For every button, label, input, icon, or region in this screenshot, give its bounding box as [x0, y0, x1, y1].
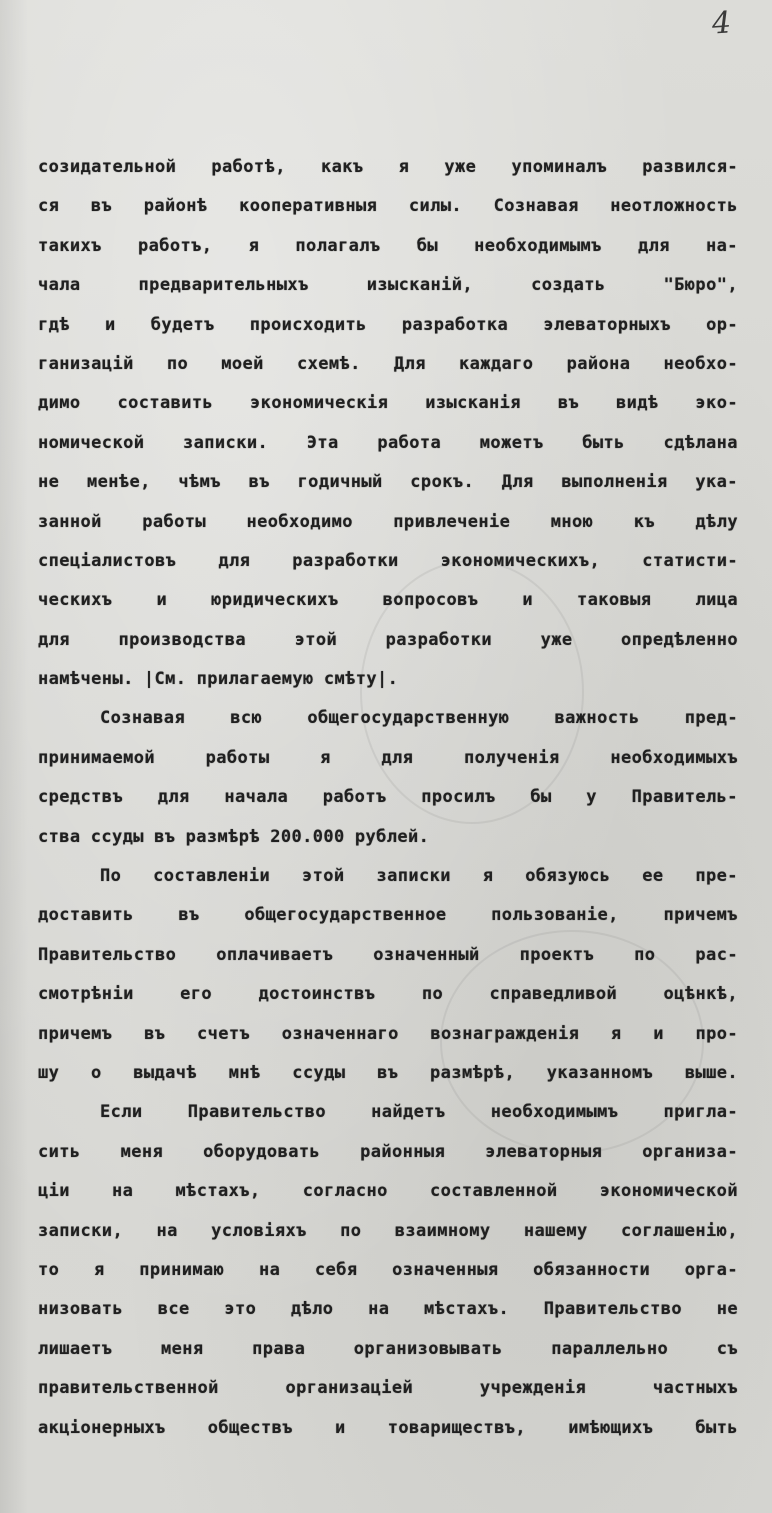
word: и — [522, 590, 534, 611]
word: выдачѣ — [133, 1062, 198, 1083]
word: разработки — [385, 629, 493, 650]
word: на — [156, 1220, 178, 1241]
word: сдѣлана — [663, 432, 738, 453]
word: быть — [695, 1417, 738, 1438]
word: не — [716, 1299, 738, 1320]
word: элеваторныя — [485, 1141, 603, 1162]
text-line — [38, 1212, 738, 1251]
word: для — [381, 747, 414, 768]
word: созидательной — [38, 157, 177, 177]
text-line — [38, 778, 738, 817]
word: необходимымъ — [490, 1102, 619, 1123]
word: учрежденія — [479, 1378, 587, 1399]
word: по — [421, 984, 444, 1005]
word: занной — [38, 511, 102, 532]
word: про- — [695, 1023, 738, 1044]
word: мѣстахъ, — [175, 1181, 261, 1202]
text-line — [38, 936, 738, 975]
word: по — [166, 353, 189, 374]
word: меня — [120, 1141, 164, 1162]
word: средствъ — [38, 787, 124, 808]
word: производства — [118, 629, 247, 650]
text-line — [38, 1172, 738, 1211]
word: оплачиваетъ — [216, 944, 334, 965]
word: ства — [38, 826, 81, 847]
word: смотрѣніи — [38, 984, 134, 1005]
word: будетъ — [150, 314, 215, 335]
word: я — [320, 747, 331, 768]
word: достоинствъ — [258, 984, 376, 1005]
text-line — [38, 345, 738, 384]
word: соглашенію, — [620, 1220, 738, 1241]
word: проектъ — [519, 944, 595, 965]
word: ее — [642, 866, 664, 887]
word: необхо- — [663, 353, 738, 374]
word: |См. — [143, 669, 187, 690]
word: обязанности — [533, 1259, 651, 1280]
word: размѣрѣ, — [430, 1062, 516, 1083]
word: и — [105, 314, 116, 335]
word: рас- — [695, 944, 738, 965]
word: на — [258, 1259, 281, 1280]
word: работы — [142, 511, 207, 532]
text-line — [38, 1133, 738, 1172]
word: силы. — [408, 196, 463, 217]
word: организа- — [642, 1141, 738, 1162]
text-line — [38, 463, 738, 502]
word: каждаго — [458, 353, 534, 374]
word: пре- — [695, 866, 738, 887]
word: доставить — [38, 905, 134, 926]
word: изысканій, — [366, 275, 474, 296]
word: работъ, — [137, 235, 213, 256]
text-line — [38, 1015, 738, 1054]
word: на — [368, 1299, 390, 1320]
word: выполненія — [561, 472, 668, 493]
word: разработка — [401, 314, 509, 335]
word: частныхъ — [652, 1378, 738, 1399]
word: нашему — [523, 1220, 588, 1241]
word: ор- — [706, 314, 738, 335]
word: пользованіе, — [491, 905, 619, 926]
word: Если — [100, 1102, 143, 1123]
text-line — [38, 1330, 738, 1369]
word: пригла- — [663, 1102, 738, 1123]
word: условіяхъ — [211, 1220, 307, 1241]
word: лица — [695, 590, 738, 611]
word: общегосударственную — [307, 708, 510, 729]
word: обществъ — [207, 1417, 293, 1438]
word: просилъ — [421, 787, 496, 808]
word: ссуды — [90, 826, 144, 847]
word: счетъ — [196, 1023, 251, 1044]
word: означеннаго — [281, 1023, 399, 1044]
word: себя — [314, 1259, 358, 1280]
word: намѣчены. — [38, 669, 134, 690]
text-line — [38, 1409, 738, 1448]
word: общегосударственное — [244, 905, 447, 926]
word: въ — [90, 196, 113, 217]
word: означенный — [373, 944, 480, 965]
word: элеваторныхъ — [543, 314, 671, 335]
word: срокъ. — [410, 472, 475, 493]
word: по — [340, 1220, 362, 1241]
word: все — [157, 1299, 190, 1320]
word: работѣ, — [211, 157, 286, 177]
word: смѣту|. — [323, 669, 399, 690]
word: экономической — [599, 1181, 738, 1202]
word: въ — [144, 1023, 166, 1044]
text-line — [38, 699, 738, 738]
word: какъ — [320, 157, 364, 177]
word: чала — [38, 275, 81, 296]
word: сить — [38, 1141, 81, 1162]
word: справедливой — [489, 984, 618, 1005]
word: у — [586, 787, 597, 808]
word: организовывать — [353, 1338, 503, 1359]
word: Правительство — [543, 1299, 683, 1320]
word: найдетъ — [371, 1102, 446, 1123]
word: создать — [531, 275, 606, 296]
text-line — [38, 187, 738, 226]
word: экономическія — [250, 393, 389, 414]
word: не — [38, 472, 60, 493]
word: уже — [540, 629, 573, 650]
word: "Бюро", — [663, 275, 738, 296]
word: въ — [377, 1062, 399, 1083]
word: въ — [248, 472, 270, 493]
word: выше. — [684, 1062, 738, 1083]
word: Правительство — [187, 1102, 326, 1123]
typed-body-text — [38, 148, 738, 1448]
word: Для — [393, 353, 426, 374]
word: работъ — [322, 787, 387, 808]
word: прилагаемую — [196, 669, 314, 690]
word: бы — [530, 787, 552, 808]
word: развился- — [642, 157, 738, 177]
word: происходить — [249, 314, 367, 335]
word: годичный — [297, 472, 383, 493]
word: на- — [706, 235, 738, 256]
text-line — [38, 621, 738, 660]
word: рублей. — [354, 826, 430, 847]
word: права — [252, 1338, 306, 1359]
word: въ — [154, 826, 176, 847]
word: района — [566, 353, 631, 374]
word: товариществъ, — [387, 1417, 527, 1438]
word: имѣющихъ — [568, 1417, 654, 1438]
text-line — [38, 1093, 738, 1132]
text-line — [38, 266, 738, 305]
word: указанномъ — [546, 1062, 654, 1083]
word: по — [634, 944, 656, 965]
word: ганизацій — [38, 353, 134, 374]
word: принимаю — [139, 1259, 225, 1280]
word: я — [93, 1259, 105, 1280]
word: обязуюсь — [525, 866, 611, 887]
word: экономическихъ, — [440, 550, 601, 571]
word: правительственной — [38, 1378, 219, 1399]
word: означенныя — [392, 1259, 499, 1280]
word: этой — [302, 866, 345, 887]
word: ціи — [38, 1181, 70, 1202]
text-line — [38, 581, 738, 620]
text-line — [38, 424, 738, 463]
word: районныя — [360, 1141, 446, 1162]
text-line — [38, 1251, 738, 1290]
word: мѣстахъ. — [424, 1299, 510, 1320]
word: мнѣ — [228, 1062, 261, 1083]
word: гдѣ — [38, 314, 70, 335]
word: можетъ — [479, 432, 544, 453]
word: къ — [633, 511, 655, 532]
word: вознагражденія — [430, 1023, 580, 1044]
word: разработки — [292, 550, 399, 571]
word: меня — [160, 1338, 204, 1359]
word: привлеченіе — [393, 511, 511, 532]
word: размѣрѣ — [185, 826, 261, 847]
word: взаимному — [394, 1220, 491, 1241]
word: чѣмъ — [178, 472, 221, 493]
word: согласно — [302, 1181, 388, 1202]
word: ческихъ — [38, 590, 113, 611]
word: акціонерныхъ — [38, 1417, 166, 1438]
word: организаціей — [285, 1378, 414, 1399]
word: причемъ — [38, 1023, 113, 1044]
word: вопросовъ — [382, 590, 479, 611]
word: низовать — [38, 1299, 124, 1320]
word: работа — [377, 432, 442, 453]
word: такихъ — [38, 235, 102, 256]
word: полагалъ — [295, 235, 381, 256]
text-line — [38, 1369, 738, 1408]
text-line — [38, 896, 738, 935]
text-line — [38, 1290, 738, 1329]
word: лишаетъ — [38, 1338, 113, 1359]
word: оборудовать — [203, 1141, 321, 1162]
word: мною — [550, 511, 594, 532]
text-line — [38, 818, 738, 857]
word: пред- — [684, 708, 738, 729]
word: всю — [230, 708, 263, 729]
word: шу — [38, 1062, 60, 1083]
word: въ — [557, 393, 580, 414]
word: 200.000 — [270, 826, 345, 847]
word: я — [482, 866, 494, 887]
word: его — [180, 984, 213, 1005]
word: необходимо — [246, 511, 353, 532]
word: ссуды — [292, 1062, 346, 1083]
word: я — [248, 235, 260, 256]
word: на — [112, 1181, 134, 1202]
word: записки — [376, 866, 451, 887]
word: ука- — [695, 472, 738, 493]
text-line — [38, 148, 738, 187]
word: эко- — [695, 393, 738, 414]
word: необходимыхъ — [610, 747, 738, 768]
word: Для — [501, 472, 534, 493]
word: то — [38, 1259, 60, 1280]
word: спеціалистовъ — [38, 550, 177, 571]
word: видѣ — [615, 393, 659, 414]
word: записки, — [38, 1220, 124, 1241]
word: орга- — [684, 1259, 738, 1280]
word: для — [157, 787, 190, 808]
word: схемѣ. — [296, 353, 361, 374]
word: этой — [294, 629, 338, 650]
word: ся — [38, 196, 60, 217]
word: въ — [178, 905, 200, 926]
text-line — [38, 1054, 738, 1093]
word: уже — [444, 157, 477, 177]
word: начала — [224, 787, 289, 808]
word: юридическихъ — [211, 590, 339, 611]
word: составить — [117, 393, 214, 414]
text-line — [38, 227, 738, 266]
text-line — [38, 660, 738, 699]
word: предварительныхъ — [138, 275, 309, 296]
word: необходимымъ — [474, 235, 602, 256]
word: номической — [38, 432, 145, 453]
word: дѣло — [290, 1299, 334, 1320]
word: Сознавая — [100, 708, 186, 729]
word: изысканія — [425, 393, 521, 414]
word: оцѣнкѣ, — [663, 984, 738, 1005]
word: моей — [221, 353, 264, 374]
word: съ — [716, 1338, 738, 1359]
word: Правитель- — [631, 787, 738, 808]
word: По — [100, 866, 122, 887]
word: менѣе, — [86, 472, 151, 493]
text-line — [38, 542, 738, 581]
word: причемъ — [663, 905, 738, 926]
word: это — [224, 1299, 257, 1320]
word: Эта — [306, 432, 339, 453]
word: быть — [582, 432, 625, 453]
word: полученія — [463, 747, 560, 768]
word: Правительство — [38, 944, 177, 965]
word: опредѣленно — [621, 629, 738, 650]
word: димо — [38, 393, 81, 414]
word: важность — [554, 708, 640, 729]
word: кооперативныя — [239, 196, 378, 217]
word: и — [156, 590, 168, 611]
word: дѣлу — [695, 511, 738, 532]
text-line — [38, 857, 738, 896]
text-line — [38, 739, 738, 778]
word: неотложность — [610, 196, 738, 217]
word: для — [38, 629, 70, 650]
word: принимаемой — [38, 747, 155, 768]
word: параллельно — [551, 1338, 669, 1359]
page-number: 4 — [710, 5, 733, 42]
word: упоминалъ — [511, 157, 608, 177]
text-line — [38, 503, 738, 542]
word: Сознавая — [493, 196, 579, 217]
word: составленной — [429, 1181, 558, 1202]
word: работы — [205, 747, 270, 768]
word: районѣ — [143, 196, 208, 217]
word: бы — [416, 235, 438, 256]
word: записки. — [183, 432, 269, 453]
word: и — [335, 1417, 346, 1438]
word: для — [218, 550, 251, 571]
word: я — [398, 157, 410, 177]
word: таковыя — [577, 590, 652, 611]
word: для — [637, 235, 670, 256]
word: я — [610, 1023, 622, 1044]
text-line — [38, 384, 738, 423]
word: о — [90, 1062, 102, 1083]
word: составленіи — [153, 866, 271, 887]
word: статисти- — [642, 550, 738, 571]
text-line — [38, 306, 738, 345]
word: и — [653, 1023, 664, 1044]
text-line — [38, 975, 738, 1014]
